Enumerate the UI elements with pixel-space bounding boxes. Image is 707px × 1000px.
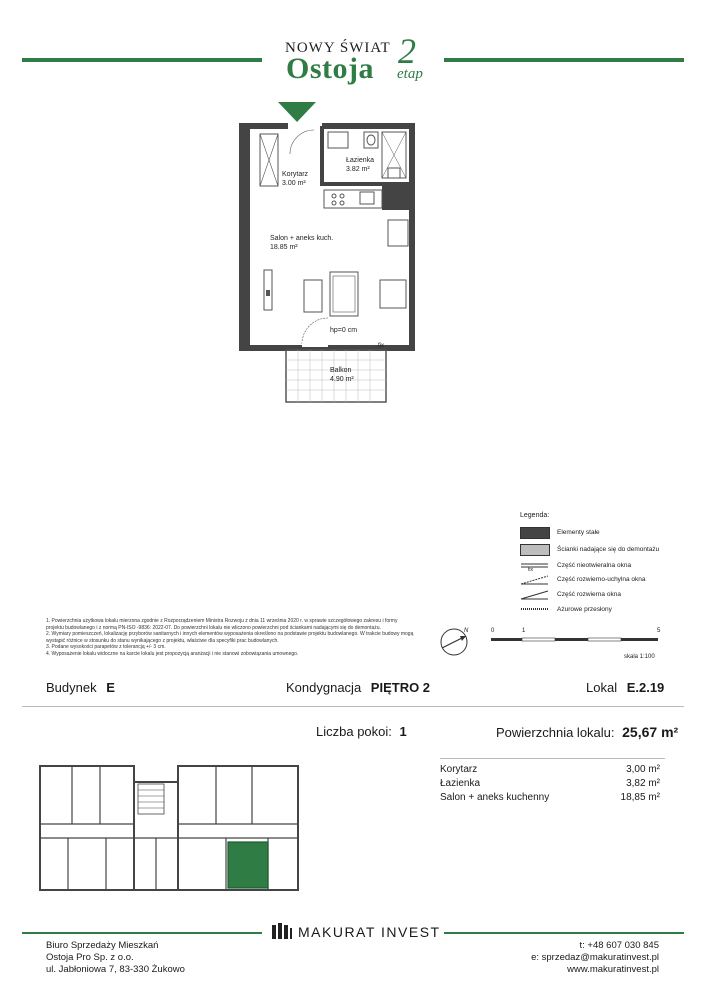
notes-block [46,618,416,657]
unit-info [586,680,664,695]
building-label: Budynek [46,680,97,695]
rooms-count-value: 1 [399,724,407,739]
room-name: Salon + aneks kuchenny [440,792,550,803]
unit-area-value: 25,67 m² [622,724,679,740]
logo-line1: NOWY ŚWIAT [285,40,391,56]
plan-room-area: 3.82 m² [346,166,370,173]
note-4: 4. Wyposażenie lokalu widoczne na karcie lokalu jest propozycją aranżacji i nie stanowi zobowiązania umownego. [46,650,299,657]
unit-label: Lokal [586,680,618,695]
plan-room-area: 18.85 m² [270,244,298,251]
legend-item-tilt-window: Część rozwierno-uchylna okna [557,576,646,583]
plan-room-living [270,234,333,252]
plan-room-balcony [330,366,354,384]
scale-bar [490,636,665,644]
logo-stage-number: 2 [398,31,416,71]
building-value: E [106,680,115,695]
floor-label: Kondygnacja [286,680,362,695]
legend-item-open-window: Część rozwierna okna [557,591,621,598]
floor-value: PIĘTRO 2 [370,680,431,695]
plan-room-name: Łazienka [346,157,375,164]
room-list-row [440,778,660,789]
note-2: 2. Wymiary pomieszczeń, lokalizację przyborów sanitarnych i innych elementów wyposażenia określono na podstawie projektu budowlanego. W trakcie budowy mogą wystąpić różnice w stosunku do stanu wynikającego z projektu, właściwe dla specyfiki prac budowlanych. [46,631,414,644]
floor-key-plan [38,762,306,894]
unit-area [496,724,678,740]
room-list-row [440,792,660,803]
footer-address [46,940,185,976]
apartment-floor-plan [230,96,430,411]
legend-item-screen: Ażurowe przesłony [557,606,612,613]
plan-room-name: Salon + aneks kuch. [270,235,334,242]
note-1: 1. Powierzchnia użytkowa lokalu mierzona zgodnie z Rozporządzeniem Ministra Rozwoju z dnia 11 września 2020 r. w sprawie szczegółowego zakresu i formy projektu budowlanego i z normą PN-ISO -9836: 2022-07. Do powierzchni lokalu nie wliczono powierzchni pod ściankami nadającymi się do demontażu. [46,618,398,631]
building-info [46,680,115,695]
floor-info [286,680,430,695]
footer-rule-left [22,932,262,934]
logo-name: Ostoja [286,52,374,85]
header-divider [22,706,684,707]
footer-office: Biuro Sprzedaży Mieszkań [46,940,159,951]
key-plan-highlighted-unit [228,842,268,888]
footer-company: Ostoja Pro Sp. z o.o. [46,952,134,963]
footer-rule-right [444,932,684,934]
company-name: MAKURAT INVEST [298,924,441,940]
legend-title: Legenda: [520,512,550,519]
plan-sill-height: hp=0 cm [330,327,358,334]
legend-fix-tag: fix [528,567,533,573]
entrance-arrow-icon [278,102,316,122]
rooms-count [316,724,407,739]
plan-room-bathroom [346,156,374,174]
legend-swatch-fixed [520,527,550,539]
footer-phone[interactable]: t: +48 607 030 845 [579,940,659,951]
room-area: 3,82 m² [626,778,660,789]
plan-room-name: Korytarz [282,171,309,178]
top-rule-left [22,58,262,62]
plan-room-name: Balkon [330,367,352,374]
scale-tick-5: 5 [657,628,661,634]
legend-item-demolish: Ścianki nadające się do demontażu [557,546,660,553]
footer-email[interactable]: e: sprzedaz@makuratinvest.pl [531,952,659,963]
rooms-count-label: Liczba pokoi: [316,724,392,739]
unit-area-label: Powierzchnia lokalu: [496,725,615,740]
footer-website[interactable]: www.makuratinvest.pl [567,964,659,975]
plan-room-area: 4.90 m² [330,376,354,383]
legend-screen-icon [520,604,550,614]
legend-open-window-icon [520,589,550,601]
scale-tick-0: 0 [491,628,495,634]
plan-room-corridor [282,170,308,188]
legend-tilt-window-icon [520,574,550,586]
legend-item-fixed: Elementy stałe [557,529,600,536]
footer-contact [531,940,659,976]
room-area: 3,00 m² [626,764,660,775]
legend-item-fixed-window: Część nieotwieralna okna [557,562,632,569]
top-rule-right [444,58,684,62]
makurat-logo-icon [271,922,293,940]
key-plan-stairs [138,784,164,814]
room-list-divider [440,758,665,759]
plan-room-area: 3.00 m² [282,180,306,187]
note-3: 3. Podane wysokości parapetów z tolerancją +/- 3 cm. [46,644,166,650]
room-name: Łazienka [440,778,481,789]
room-area: 18,85 m² [620,792,660,803]
logo-stage-word: etap [397,66,423,82]
footer-street: ul. Jabłoniowa 7, 83-330 Żukowo [46,964,185,975]
compass-north-label: N [464,628,469,634]
scale-tick-1: 1 [522,628,526,634]
legend-swatch-demolish [520,544,550,556]
room-name: Korytarz [440,764,478,775]
legend-fixed-window-icon [520,560,550,574]
room-list-row [440,764,660,775]
unit-value: E.2.19 [626,680,665,695]
plan-fix-label: fix [378,343,384,349]
scale-label: skala 1:100 [624,654,655,660]
